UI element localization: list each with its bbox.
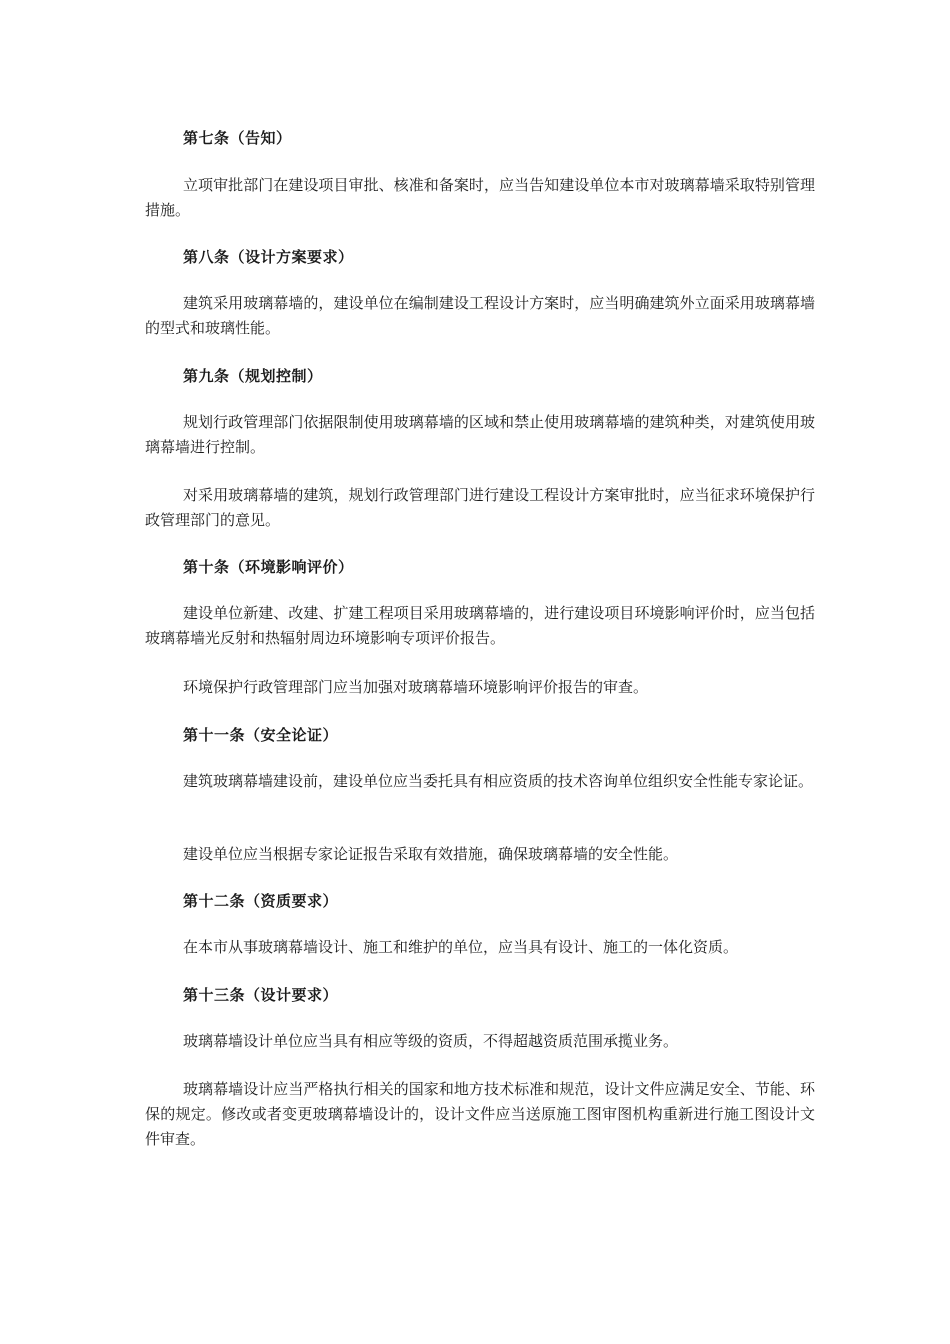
article-8-paragraph-1: 建筑采用玻璃幕墙的，建设单位在编制建设工程设计方案时，应当明确建筑外立面采用玻璃幕墙的型式和玻璃性能。 (145, 294, 815, 337)
article-9-paragraph-2: 对采用玻璃幕墙的建筑，规划行政管理部门进行建设工程设计方案审批时，应当征求环境保护行政管理部门的意见。 (145, 486, 815, 529)
article-12-heading: 第十二条（资质要求） (183, 892, 339, 910)
article-10-heading: 第十条（环境影响评价） (183, 558, 354, 576)
article-8-heading: 第八条（设计方案要求） (183, 248, 354, 266)
article-11-heading: 第十一条（安全论证） (183, 726, 339, 744)
article-10-paragraph-1: 建设单位新建、改建、扩建工程项目采用玻璃幕墙的，进行建设项目环境影响评价时，应当包括玻璃幕墙光反射和热辐射周边环境影响专项评价报告。 (145, 604, 815, 647)
article-9-heading: 第九条（规划控制） (183, 367, 323, 385)
article-7-heading: 第七条（告知） (183, 129, 292, 147)
article-13-heading: 第十三条（设计要求） (183, 986, 339, 1004)
article-12-paragraph-1: 在本市从事玻璃幕墙设计、施工和维护的单位，应当具有设计、施工的一体化资质。 (183, 938, 739, 956)
article-13-paragraph-1: 玻璃幕墙设计单位应当具有相应等级的资质，不得超越资质范围承揽业务。 (183, 1032, 679, 1050)
article-7-paragraph-1: 立项审批部门在建设项目审批、核准和备案时，应当告知建设单位本市对玻璃幕墙采取特别管理措施。 (145, 176, 815, 219)
article-13-paragraph-2: 玻璃幕墙设计应当严格执行相关的国家和地方技术标准和规范，设计文件应满足安全、节能、环保的规定。修改或者变更玻璃幕墙设计的，设计文件应当送原施工图审图机构重新进行施工图设计文件审查。 (145, 1080, 815, 1148)
article-9-paragraph-1: 规划行政管理部门依据限制使用玻璃幕墙的区域和禁止使用玻璃幕墙的建筑种类，对建筑使用玻璃幕墙进行控制。 (145, 413, 815, 456)
article-11-paragraph-2: 建设单位应当根据专家论证报告采取有效措施，确保玻璃幕墙的安全性能。 (183, 845, 679, 863)
article-11-paragraph-1: 建筑玻璃幕墙建设前，建设单位应当委托具有相应资质的技术咨询单位组织安全性能专家论证。 (183, 772, 814, 790)
article-10-paragraph-2: 环境保护行政管理部门应当加强对玻璃幕墙环境影响评价报告的审查。 (183, 678, 649, 696)
